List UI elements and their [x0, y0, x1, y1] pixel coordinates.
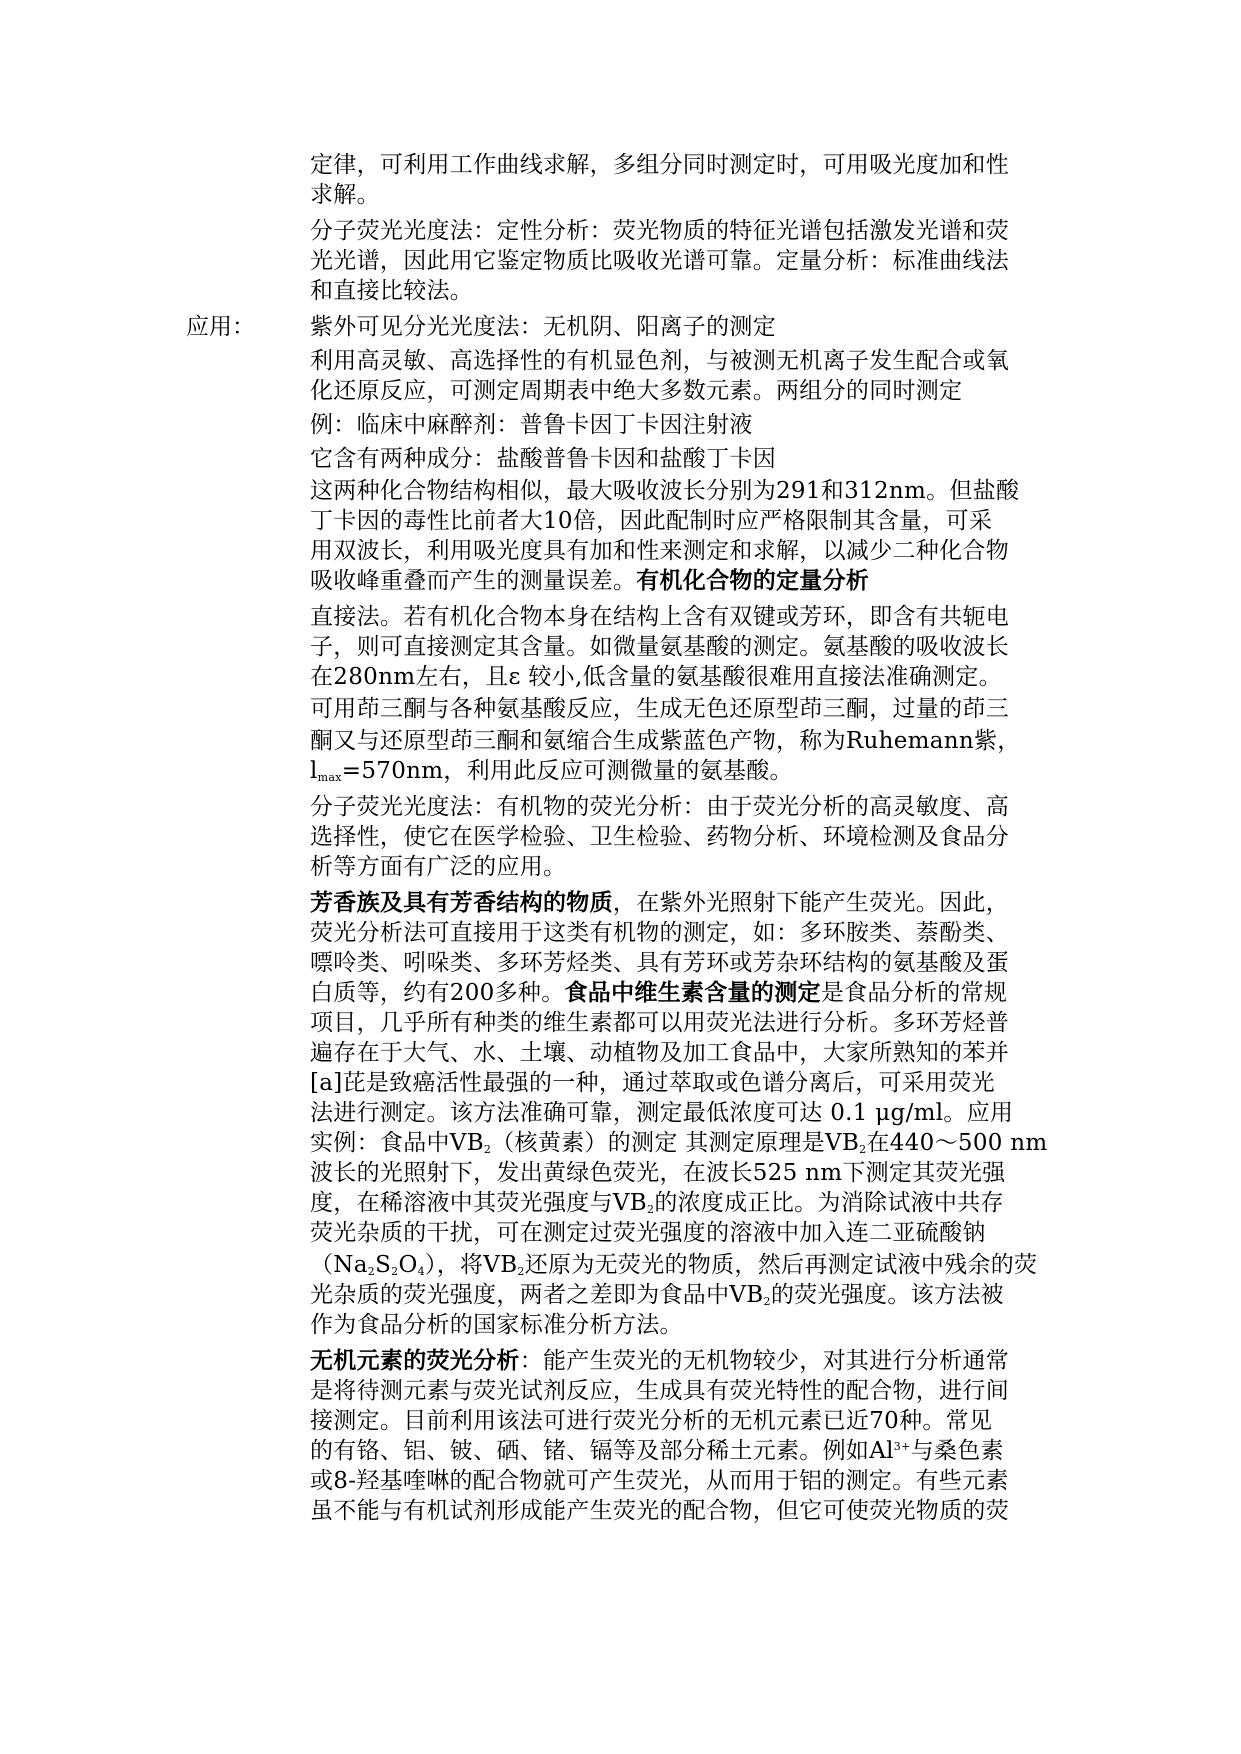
text-line: 和直接比较法。	[310, 278, 474, 304]
heading-organic-quantitative: 有机化合物的定量分析	[636, 568, 870, 594]
heading-inorganic: 无机元素的荧光分析	[310, 1348, 520, 1374]
text-line: 接测定。目前利用该法可进行荧光分析的无机元素已近70种。常见	[310, 1408, 993, 1434]
text-line	[310, 1346, 1009, 1376]
text-run: 度，在稀溶液中其荧光强度与VB	[310, 1190, 648, 1216]
text-line	[310, 756, 793, 786]
text-line: 在280nm左右，且ε 较小,低含量的氨基酸很难用直接法准确测定。	[310, 664, 1002, 690]
text-run: S	[375, 1252, 392, 1278]
text-line: 荧光杂质的干扰，可在测定过荧光强度的溶液中加入连二亚硫酸钠	[310, 1220, 986, 1246]
superscript: 3+	[893, 1440, 911, 1453]
subscript: 2	[517, 1265, 525, 1278]
text-line: 分子荧光光度法：有机物的荧光分析：由于荧光分析的高灵敏度、高	[310, 794, 1009, 820]
text-line: 它含有两种成分：盐酸普鲁卡因和盐酸丁卡因	[310, 446, 776, 472]
text-line: 丁卡因的毒性比前者大10倍，因此配制时应严格限制其含量，可采	[310, 508, 993, 534]
text-line	[310, 1188, 1004, 1218]
text-line: 分子荧光光度法：定性分析：荧光物质的特征光谱包括激发光谱和荧	[310, 218, 1009, 244]
text-line: 项目，几乎所有种类的维生素都可以用荧光法进行分析。多环芳烃普	[310, 1010, 1009, 1036]
text-line: 波长的光照射下，发出黄绿色荧光，在波长525 nm下测定其荧光强	[310, 1160, 1006, 1186]
text-line	[310, 1128, 1048, 1158]
text-line: 荧光分析法可直接用于这类有机物的测定，如：多环胺类、萘酚类、	[310, 920, 1009, 946]
subscript: 2	[859, 1143, 867, 1156]
text-line: 作为食品分析的国家标准分析方法。	[310, 1312, 683, 1338]
text-line	[310, 978, 1007, 1008]
text-line: 化还原反应，可测定周期表中绝大多数元素。两组分的同时测定	[310, 378, 963, 404]
text-run: 吸收峰重叠而产生的测量误差。	[310, 568, 637, 594]
text-run: 与桑色素	[910, 1438, 1004, 1464]
section-label-applications: 应用：	[186, 314, 255, 340]
text-run: 是食品分析的常规	[820, 980, 1008, 1006]
text-run: 光杂质的荧光强度，两者之差即为食品中VB	[310, 1282, 764, 1308]
text-line: 法进行测定。该方法准确可靠，测定最低浓度可达 0.1 μg/ml。应用	[310, 1100, 1014, 1126]
subscript: 2	[483, 1143, 492, 1156]
subscript: max	[317, 771, 342, 784]
text-line	[310, 1250, 1037, 1280]
text-line: 光光谱，因此用它鉴定物质比吸收光谱可靠。定量分析：标准曲线法	[310, 248, 1009, 274]
text-line: [a]芘是致癌活性最强的一种，通过萃取或色谱分离后，可采用荧光	[310, 1070, 995, 1096]
text-run: ：能产生荧光的无机物较少，对其进行分析通常	[519, 1348, 1010, 1374]
text-line: 可用茚三酮与各种氨基酸反应，生成无色还原型茚三酮，过量的茚三	[310, 696, 1009, 722]
subscript: 2	[391, 1265, 399, 1278]
subscript: 4	[417, 1265, 425, 1278]
text-run: （核黄素）的测定 其测定原理是VB	[491, 1130, 860, 1156]
heading-aromatic: 芳香族及具有芳香结构的物质	[310, 890, 613, 916]
text-run: （Na	[310, 1252, 368, 1278]
text-line	[310, 1436, 1004, 1466]
text-run: 还原为无荧光的物质，然后再测定试液中残余的荧	[524, 1252, 1038, 1278]
heading-vitamin: 食品中维生素含量的测定	[564, 980, 821, 1006]
text-line	[310, 888, 1009, 918]
text-line: 直接法。若有机化合物本身在结构上含有双键或芳环，即含有共轭电	[310, 604, 1009, 630]
text-line	[310, 566, 869, 596]
text-line: 遍存在于大气、水、土壤、动植物及加工食品中，大家所熟知的苯并	[310, 1040, 1009, 1066]
text-line: 利用高灵敏、高选择性的有机显色剂，与被测无机离子发生配合或氧	[310, 348, 1009, 374]
text-line: 例：临床中麻醉剂：普鲁卡因丁卡因注射液	[310, 412, 753, 438]
text-line: 嘌呤类、吲哚类、多环芳烃类、具有芳环或芳杂环结构的氨基酸及蛋	[310, 950, 1009, 976]
text-line: 选择性，使它在医学检验、卫生检验、药物分析、环境检测及食品分	[310, 824, 1009, 850]
text-run: 的浓度成正比。为消除试液中共存	[654, 1190, 1004, 1216]
text-line: 是将待测元素与荧光试剂反应，生成具有荧光特性的配合物，进行间	[310, 1378, 1009, 1404]
text-line: 析等方面有广泛的应用。	[310, 854, 567, 880]
text-run: 在440～500 nm	[866, 1130, 1048, 1156]
lambda-symbol: l	[310, 758, 318, 784]
text-line: 或8-羟基喹啉的配合物就可产生荧光，从而用于铝的测定。有些元素	[310, 1468, 1009, 1494]
text-line: 求解。	[310, 182, 380, 208]
text-line	[310, 1280, 1004, 1310]
text-run: 白质等，约有200多种。	[310, 980, 565, 1006]
text-run: 的荧光强度。该方法被	[770, 1282, 1004, 1308]
subscript: 2	[647, 1203, 655, 1216]
text-line: 虽不能与有机试剂形成能产生荧光的配合物，但它可使荧光物质的荧	[310, 1498, 1009, 1524]
subscript: 2	[367, 1265, 376, 1278]
text-run: =570nm，利用此反应可测微量的氨基酸。	[341, 758, 793, 784]
text-line: 子，则可直接测定其含量。如微量氨基酸的测定。氨基酸的吸收波长	[310, 634, 1009, 660]
text-line: 定律，可利用工作曲线求解，多组分同时测定时，可用吸光度加和性	[310, 152, 1009, 178]
text-line: 这两种化合物结构相似，最大吸收波长分别为291和312nm。但盐酸	[310, 478, 1020, 504]
text-line: 紫外可见分光光度法：无机阴、阳离子的测定	[310, 314, 776, 340]
text-line: 酮又与还原型茚三酮和氨缩合生成紫蓝色产物，称为Ruhemann紫，	[310, 728, 1021, 754]
text-run: 实例：食品中VB	[310, 1130, 484, 1156]
text-run: ），将VB	[424, 1252, 518, 1278]
text-run: ，在紫外光照射下能产生荧光。因此，	[612, 890, 1010, 916]
text-run: O	[398, 1252, 418, 1278]
text-line: 用双波长，利用吸光度具有加和性来测定和求解，以减少二种化合物	[310, 538, 1009, 564]
text-run: 的有铬、铝、铍、硒、锗、镉等及部分稀土元素。例如Al	[310, 1438, 894, 1464]
subscript: 2	[763, 1295, 771, 1308]
